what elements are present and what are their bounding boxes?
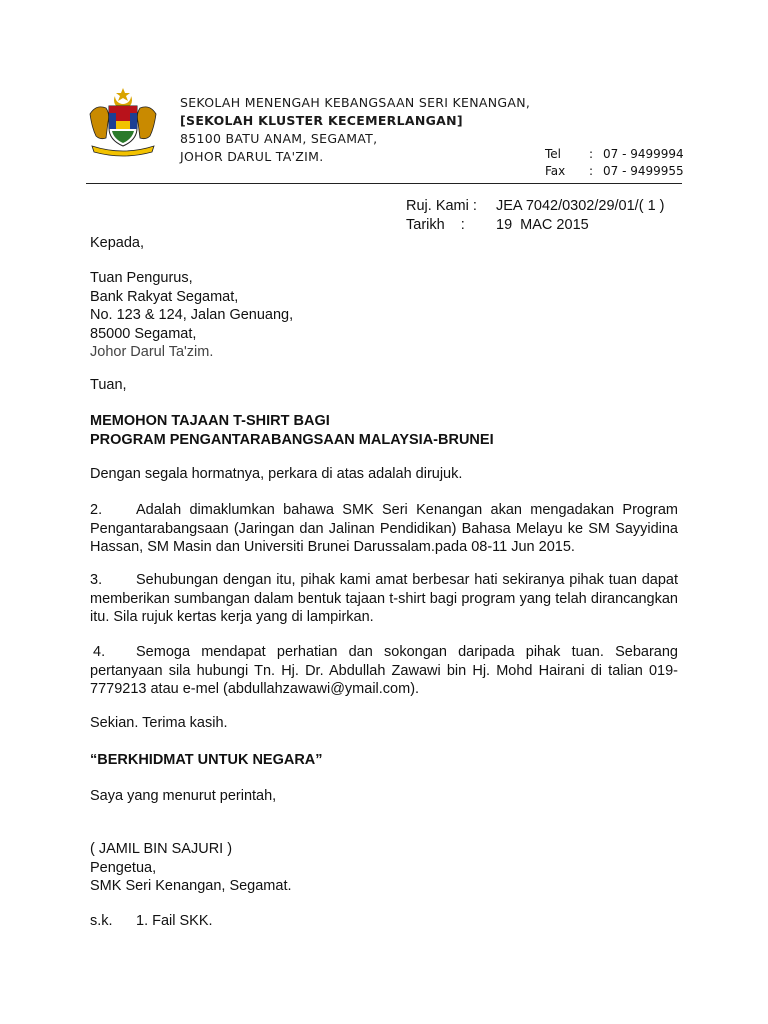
date-label: Tarikh :: [406, 217, 465, 233]
paragraph-2: [90, 501, 678, 557]
recipient-address: [90, 269, 678, 362]
reference-block: [406, 197, 665, 235]
signatory-name: ( JAMIL BIN SAJURI ): [90, 841, 233, 857]
school-address-line1: 85100 BATU ANAM, SEGAMAT,: [180, 131, 378, 146]
greeting: Tuan,: [90, 377, 127, 393]
paragraph-2-number: 2.: [90, 502, 103, 518]
tel-separator: :: [589, 147, 594, 161]
school-cluster: [SEKOLAH KLUSTER KECEMERLANGAN]: [180, 113, 463, 128]
signatory-org: SMK Seri Kenangan, Segamat.: [90, 878, 292, 894]
intro-paragraph: Dengan segala hormatnya, perkara di atas adalah dirujuk.: [90, 466, 463, 482]
ref-number: JEA 7042/0302/29/01/( 1 ): [496, 198, 665, 214]
recipient-line5: Johor Darul Ta'zim.: [90, 344, 214, 360]
salutation-to: Kepada,: [90, 235, 145, 251]
signatory-title: Pengetua,: [90, 859, 157, 876]
tel-number: 07 - 9499994: [603, 147, 684, 161]
paragraph-3: [90, 571, 678, 627]
recipient-line1: Tuan Pengurus,: [90, 270, 193, 286]
fax-label: Fax: [545, 164, 566, 178]
fax-number: 07 - 9499955: [603, 164, 684, 178]
paragraph-3-number: 3.: [90, 572, 103, 588]
coat-of-arms-icon: [82, 86, 164, 158]
carbon-copy: [90, 912, 678, 931]
paragraph-4-text: Semoga mendapat perhatian dan sokongan daripada pihak tuan. Sebarang pertanyaan sila hubungi Tn. Hj. Dr. Abdullah Zawawi bin Hj. Mohd Hairani di talian 019-7779213 atau e-mel (abdullahzawawi@ymail.com).: [90, 644, 678, 697]
school-address-line2: JOHOR DARUL TA'ZIM.: [180, 149, 324, 164]
fax-separator: :: [589, 164, 594, 178]
recipient-line3: No. 123 & 124, Jalan Genuang,: [90, 307, 294, 323]
closing: Sekian. Terima kasih.: [90, 715, 228, 731]
subject-line2: PROGRAM PENGANTARABANGSAAN MALAYSIA-BRUNEI: [90, 431, 494, 448]
paragraph-2-text: Adalah dimaklumkan bahawa SMK Seri Kenangan akan mengadakan Program Pengantarabangsaan (Jaringan dan Jalinan Pendidikan) Bahasa Melayu ke SM Sayyidina Hassan, SM Masin dan Universiti Brunei Darussalam.pada 08-11 Jun 2015.: [90, 502, 678, 555]
recipient-line4: 85000 Segamat,: [90, 325, 197, 342]
paragraph-4-number: 4.: [93, 644, 106, 660]
subject-line1: MEMOHON TAJAAN T-SHIRT BAGI: [90, 413, 330, 429]
signature-block: [90, 840, 678, 896]
ref-label: Ruj. Kami :: [406, 198, 477, 214]
paragraph-3-text: Sehubungan dengan itu, pihak kami amat berbesar hati sekiranya pihak tuan dapat memberikan sumbangan dalam bentuk tajaan t-shirt bagi program yang telah dirancangkan itu. Sila rujuk kertas kerja yang di lampirkan.: [90, 572, 678, 625]
subject: [90, 412, 678, 449]
cc-label: s.k.: [90, 913, 113, 929]
recipient-line2: Bank Rakyat Segamat,: [90, 288, 239, 305]
date-value: 19 MAC 2015: [496, 217, 589, 233]
paragraph-4: [90, 643, 678, 699]
school-name: SEKOLAH MENENGAH KEBANGSAAN SERI KENANGAN,: [180, 95, 531, 110]
tel-label: Tel: [545, 147, 562, 161]
letterhead-divider: [86, 183, 682, 184]
sign-off: Saya yang menurut perintah,: [90, 788, 277, 804]
motto: “BERKHIDMAT UNTUK NEGARA”: [90, 752, 323, 768]
cc-item: 1. Fail SKK.: [136, 913, 213, 929]
school-contact: [545, 146, 684, 180]
school-letterhead: [180, 94, 530, 166]
